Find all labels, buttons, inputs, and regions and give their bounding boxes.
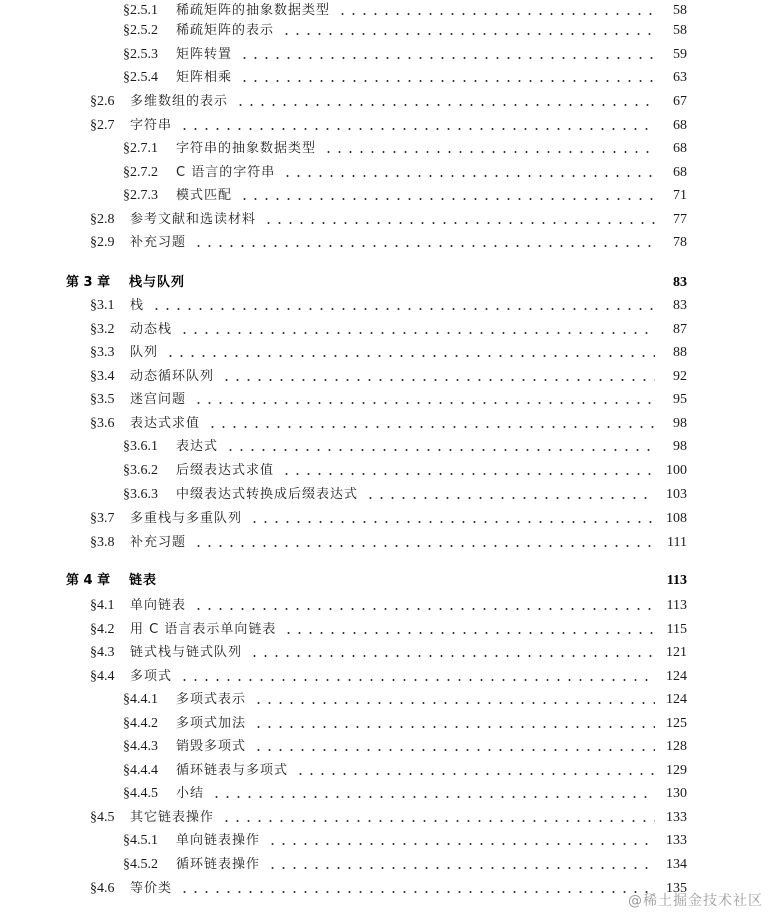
- entry-page-number: 83: [673, 298, 687, 313]
- entry-title: 链式栈与链式队列: [130, 645, 243, 660]
- entry-page-number: 115: [666, 622, 687, 637]
- entry-page-number: 133: [666, 810, 687, 825]
- toc-section-row: [0, 366, 769, 388]
- toc-subsection-row: [0, 854, 769, 876]
- dot-leader: [249, 521, 655, 523]
- toc-subsection-row: [0, 0, 769, 22]
- entry-number: §3.1: [90, 298, 115, 313]
- entry-number: §4.5: [90, 810, 115, 825]
- dot-leader: [193, 608, 655, 610]
- entry-title: 后缀表达式求值: [176, 463, 275, 478]
- entry-number: §3.4: [90, 369, 115, 384]
- toc-subsection-row: [0, 736, 769, 758]
- entry-number: §4.4: [90, 669, 115, 684]
- entry-title: 参考文献和选读材料: [130, 212, 257, 227]
- entry-number: §3.6.1: [123, 439, 158, 454]
- toc-section-row: [0, 295, 769, 317]
- entry-number: §4.4.5: [123, 786, 158, 801]
- dot-leader: [267, 843, 655, 845]
- dot-leader: [249, 655, 655, 657]
- entry-title: 多维数组的表示: [130, 94, 229, 109]
- entry-number: §2.9: [90, 235, 115, 250]
- dot-leader: [283, 632, 655, 634]
- entry-page-number: 130: [666, 786, 687, 801]
- toc-subsection-row: [0, 436, 769, 458]
- entry-page-number: 95: [673, 392, 687, 407]
- entry-number: §4.4.4: [123, 763, 158, 778]
- entry-number: §3.6: [90, 416, 115, 431]
- entry-title: 补充习题: [130, 535, 187, 550]
- entry-page-number: 68: [673, 118, 687, 133]
- dot-leader: [211, 796, 655, 798]
- entry-page-number: 58: [673, 3, 687, 18]
- entry-title: 循环链表与多项式: [176, 763, 289, 778]
- entry-number: §2.7.1: [123, 141, 158, 156]
- entry-page-number: 121: [666, 645, 687, 660]
- toc-subsection-row: [0, 20, 769, 42]
- toc-subsection-row: [0, 830, 769, 852]
- entry-number: §4.5.1: [123, 833, 158, 848]
- entry-page-number: 88: [673, 345, 687, 360]
- entry-title: 矩阵相乘: [176, 70, 233, 85]
- entry-number: §4.6: [90, 881, 115, 896]
- entry-page-number: 92: [673, 369, 687, 384]
- entry-page-number: 68: [673, 141, 687, 156]
- entry-page-number: 78: [673, 235, 687, 250]
- entry-number: §3.3: [90, 345, 115, 360]
- entry-title: 字符串的抽象数据类型: [176, 141, 317, 156]
- entry-title: 矩阵转置: [176, 47, 233, 62]
- entry-number: §3.7: [90, 511, 115, 526]
- entry-page-number: 71: [673, 188, 687, 203]
- dot-leader: [267, 867, 655, 869]
- watermark: @稀土掘金技术社区: [628, 893, 763, 909]
- entry-title: 单向链表操作: [176, 833, 261, 848]
- dot-leader: [221, 379, 655, 381]
- entry-number: §3.2: [90, 322, 115, 337]
- entry-title: C 语言的字符串: [176, 165, 276, 180]
- dot-leader: [151, 308, 655, 310]
- dot-leader: [193, 402, 655, 404]
- toc-section-row: [0, 209, 769, 231]
- dot-leader: [221, 820, 655, 822]
- toc-section-row: [0, 232, 769, 254]
- entry-title: 多重栈与多重队列: [130, 511, 243, 526]
- entry-number: §4.1: [90, 598, 115, 613]
- entry-title: 迷宫问题: [130, 392, 187, 407]
- dot-leader: [179, 679, 655, 681]
- toc-section-row: [0, 807, 769, 829]
- dot-leader: [253, 749, 655, 751]
- entry-page-number: 134: [666, 857, 687, 872]
- toc-section-row: [0, 666, 769, 688]
- dot-leader: [253, 726, 655, 728]
- dot-leader: [282, 175, 655, 177]
- toc-subsection-row: [0, 689, 769, 711]
- entry-page-number: 128: [666, 739, 687, 754]
- entry-page-number: 133: [666, 833, 687, 848]
- entry-page-number: 129: [666, 763, 687, 778]
- entry-page-number: 59: [673, 47, 687, 62]
- entry-title: 中缀表达式转换成后缀表达式: [176, 487, 359, 502]
- entry-title: 补充习题: [130, 235, 187, 250]
- dot-leader: [323, 151, 655, 153]
- entry-page-number: 135: [666, 881, 687, 896]
- entry-number: §4.4.2: [123, 716, 158, 731]
- toc-section-row: [0, 91, 769, 113]
- entry-title: 等价类: [130, 881, 173, 896]
- entry-page-number: 125: [666, 716, 687, 731]
- entry-page-number: 113: [666, 598, 687, 613]
- dot-leader: [179, 332, 655, 334]
- entry-page-number: 68: [673, 165, 687, 180]
- entry-number: §2.6: [90, 94, 115, 109]
- toc-section-row: [0, 319, 769, 341]
- dot-leader: [281, 473, 655, 475]
- entry-title: 队列: [130, 345, 159, 360]
- entry-title: 动态栈: [130, 322, 173, 337]
- entry-page-number: 58: [673, 23, 687, 38]
- toc-subsection-row: [0, 185, 769, 207]
- entry-title: 销毁多项式: [176, 739, 247, 754]
- entry-title: 其它链表操作: [130, 810, 215, 825]
- toc-subsection-row: [0, 44, 769, 66]
- dot-leader: [263, 222, 655, 224]
- dot-leader: [193, 245, 655, 247]
- entry-number: §2.5.4: [123, 70, 158, 85]
- entry-title: 多项式表示: [176, 692, 247, 707]
- toc-subsection-row: [0, 484, 769, 506]
- entry-page-number: 108: [666, 511, 687, 526]
- entry-number: §3.6.2: [123, 463, 158, 478]
- entry-page-number: 98: [673, 416, 687, 431]
- entry-number: §4.4.1: [123, 692, 158, 707]
- entry-page-number: 83: [673, 275, 687, 290]
- toc-subsection-row: [0, 713, 769, 735]
- entry-title: 链表: [129, 573, 158, 588]
- dot-leader: [193, 545, 655, 547]
- entry-title: 稀疏矩阵的抽象数据类型: [176, 3, 331, 18]
- entry-number: §2.5.2: [123, 23, 158, 38]
- dot-leader: [239, 198, 655, 200]
- entry-number: §3.6.3: [123, 487, 158, 502]
- entry-title: 多项式: [130, 669, 173, 684]
- dot-leader: [165, 355, 655, 357]
- toc-section-row: [0, 619, 769, 641]
- entry-page-number: 77: [673, 212, 687, 227]
- toc-section-row: [0, 642, 769, 664]
- entry-title: 模式匹配: [176, 188, 233, 203]
- dot-leader: [207, 426, 655, 428]
- toc-section-row: [0, 595, 769, 617]
- toc-subsection-row: [0, 460, 769, 482]
- entry-title: 单向链表: [130, 598, 187, 613]
- dot-leader: [235, 104, 655, 106]
- entry-number: §3.5: [90, 392, 115, 407]
- entry-page-number: 100: [666, 463, 687, 478]
- entry-page-number: 124: [666, 692, 687, 707]
- entry-page-number: 98: [673, 439, 687, 454]
- entry-page-number: 111: [667, 535, 687, 550]
- dot-leader: [239, 57, 655, 59]
- toc-section-row: [0, 532, 769, 554]
- entry-title: 稀疏矩阵的表示: [176, 23, 275, 38]
- entry-page-number: 63: [673, 70, 687, 85]
- entry-number: §2.5.1: [123, 3, 158, 18]
- dot-leader: [295, 773, 655, 775]
- toc-section-row: [0, 508, 769, 530]
- entry-title: 用 C 语言表示单向链表: [130, 622, 277, 637]
- entry-page-number: 103: [666, 487, 687, 502]
- toc-chapter-row: [0, 570, 769, 592]
- entry-page-number: 87: [673, 322, 687, 337]
- dot-leader: [239, 80, 655, 82]
- entry-number: §2.8: [90, 212, 115, 227]
- entry-number: §3.8: [90, 535, 115, 550]
- entry-title: 栈: [130, 298, 145, 313]
- entry-number: §2.7.3: [123, 188, 158, 203]
- dot-leader: [225, 449, 655, 451]
- entry-title: 栈与队列: [129, 275, 186, 290]
- entry-number: §4.4.3: [123, 739, 158, 754]
- entry-page-number: 113: [666, 573, 687, 588]
- entry-title: 多项式加法: [176, 716, 247, 731]
- toc-section-row: [0, 115, 769, 137]
- entry-title: 字符串: [130, 118, 173, 133]
- toc-subsection-row: [0, 138, 769, 160]
- entry-number: §4.2: [90, 622, 115, 637]
- entry-number: 第 4 章: [66, 573, 111, 588]
- dot-leader: [365, 497, 655, 499]
- toc-section-row: [0, 342, 769, 364]
- entry-number: §2.7: [90, 118, 115, 133]
- entry-title: 循环链表操作: [176, 857, 261, 872]
- entry-title: 动态循环队列: [130, 369, 215, 384]
- entry-page-number: 67: [673, 94, 687, 109]
- dot-leader: [253, 702, 655, 704]
- toc-subsection-row: [0, 783, 769, 805]
- toc-section-row: [0, 413, 769, 435]
- toc-subsection-row: [0, 162, 769, 184]
- toc-section-row: [0, 389, 769, 411]
- entry-number: §2.5.3: [123, 47, 158, 62]
- toc-chapter-row: [0, 272, 769, 294]
- dot-leader: [337, 13, 655, 15]
- entry-title: 表达式求值: [130, 416, 201, 431]
- toc-subsection-row: [0, 760, 769, 782]
- toc-subsection-row: [0, 67, 769, 89]
- dot-leader: [281, 33, 655, 35]
- dot-leader: [179, 891, 655, 893]
- entry-number: §2.7.2: [123, 165, 158, 180]
- dot-leader: [179, 128, 655, 130]
- entry-number: 第 3 章: [66, 275, 111, 290]
- entry-title: 小结: [176, 786, 205, 801]
- entry-number: §4.3: [90, 645, 115, 660]
- entry-title: 表达式: [176, 439, 219, 454]
- entry-page-number: 124: [666, 669, 687, 684]
- entry-number: §4.5.2: [123, 857, 158, 872]
